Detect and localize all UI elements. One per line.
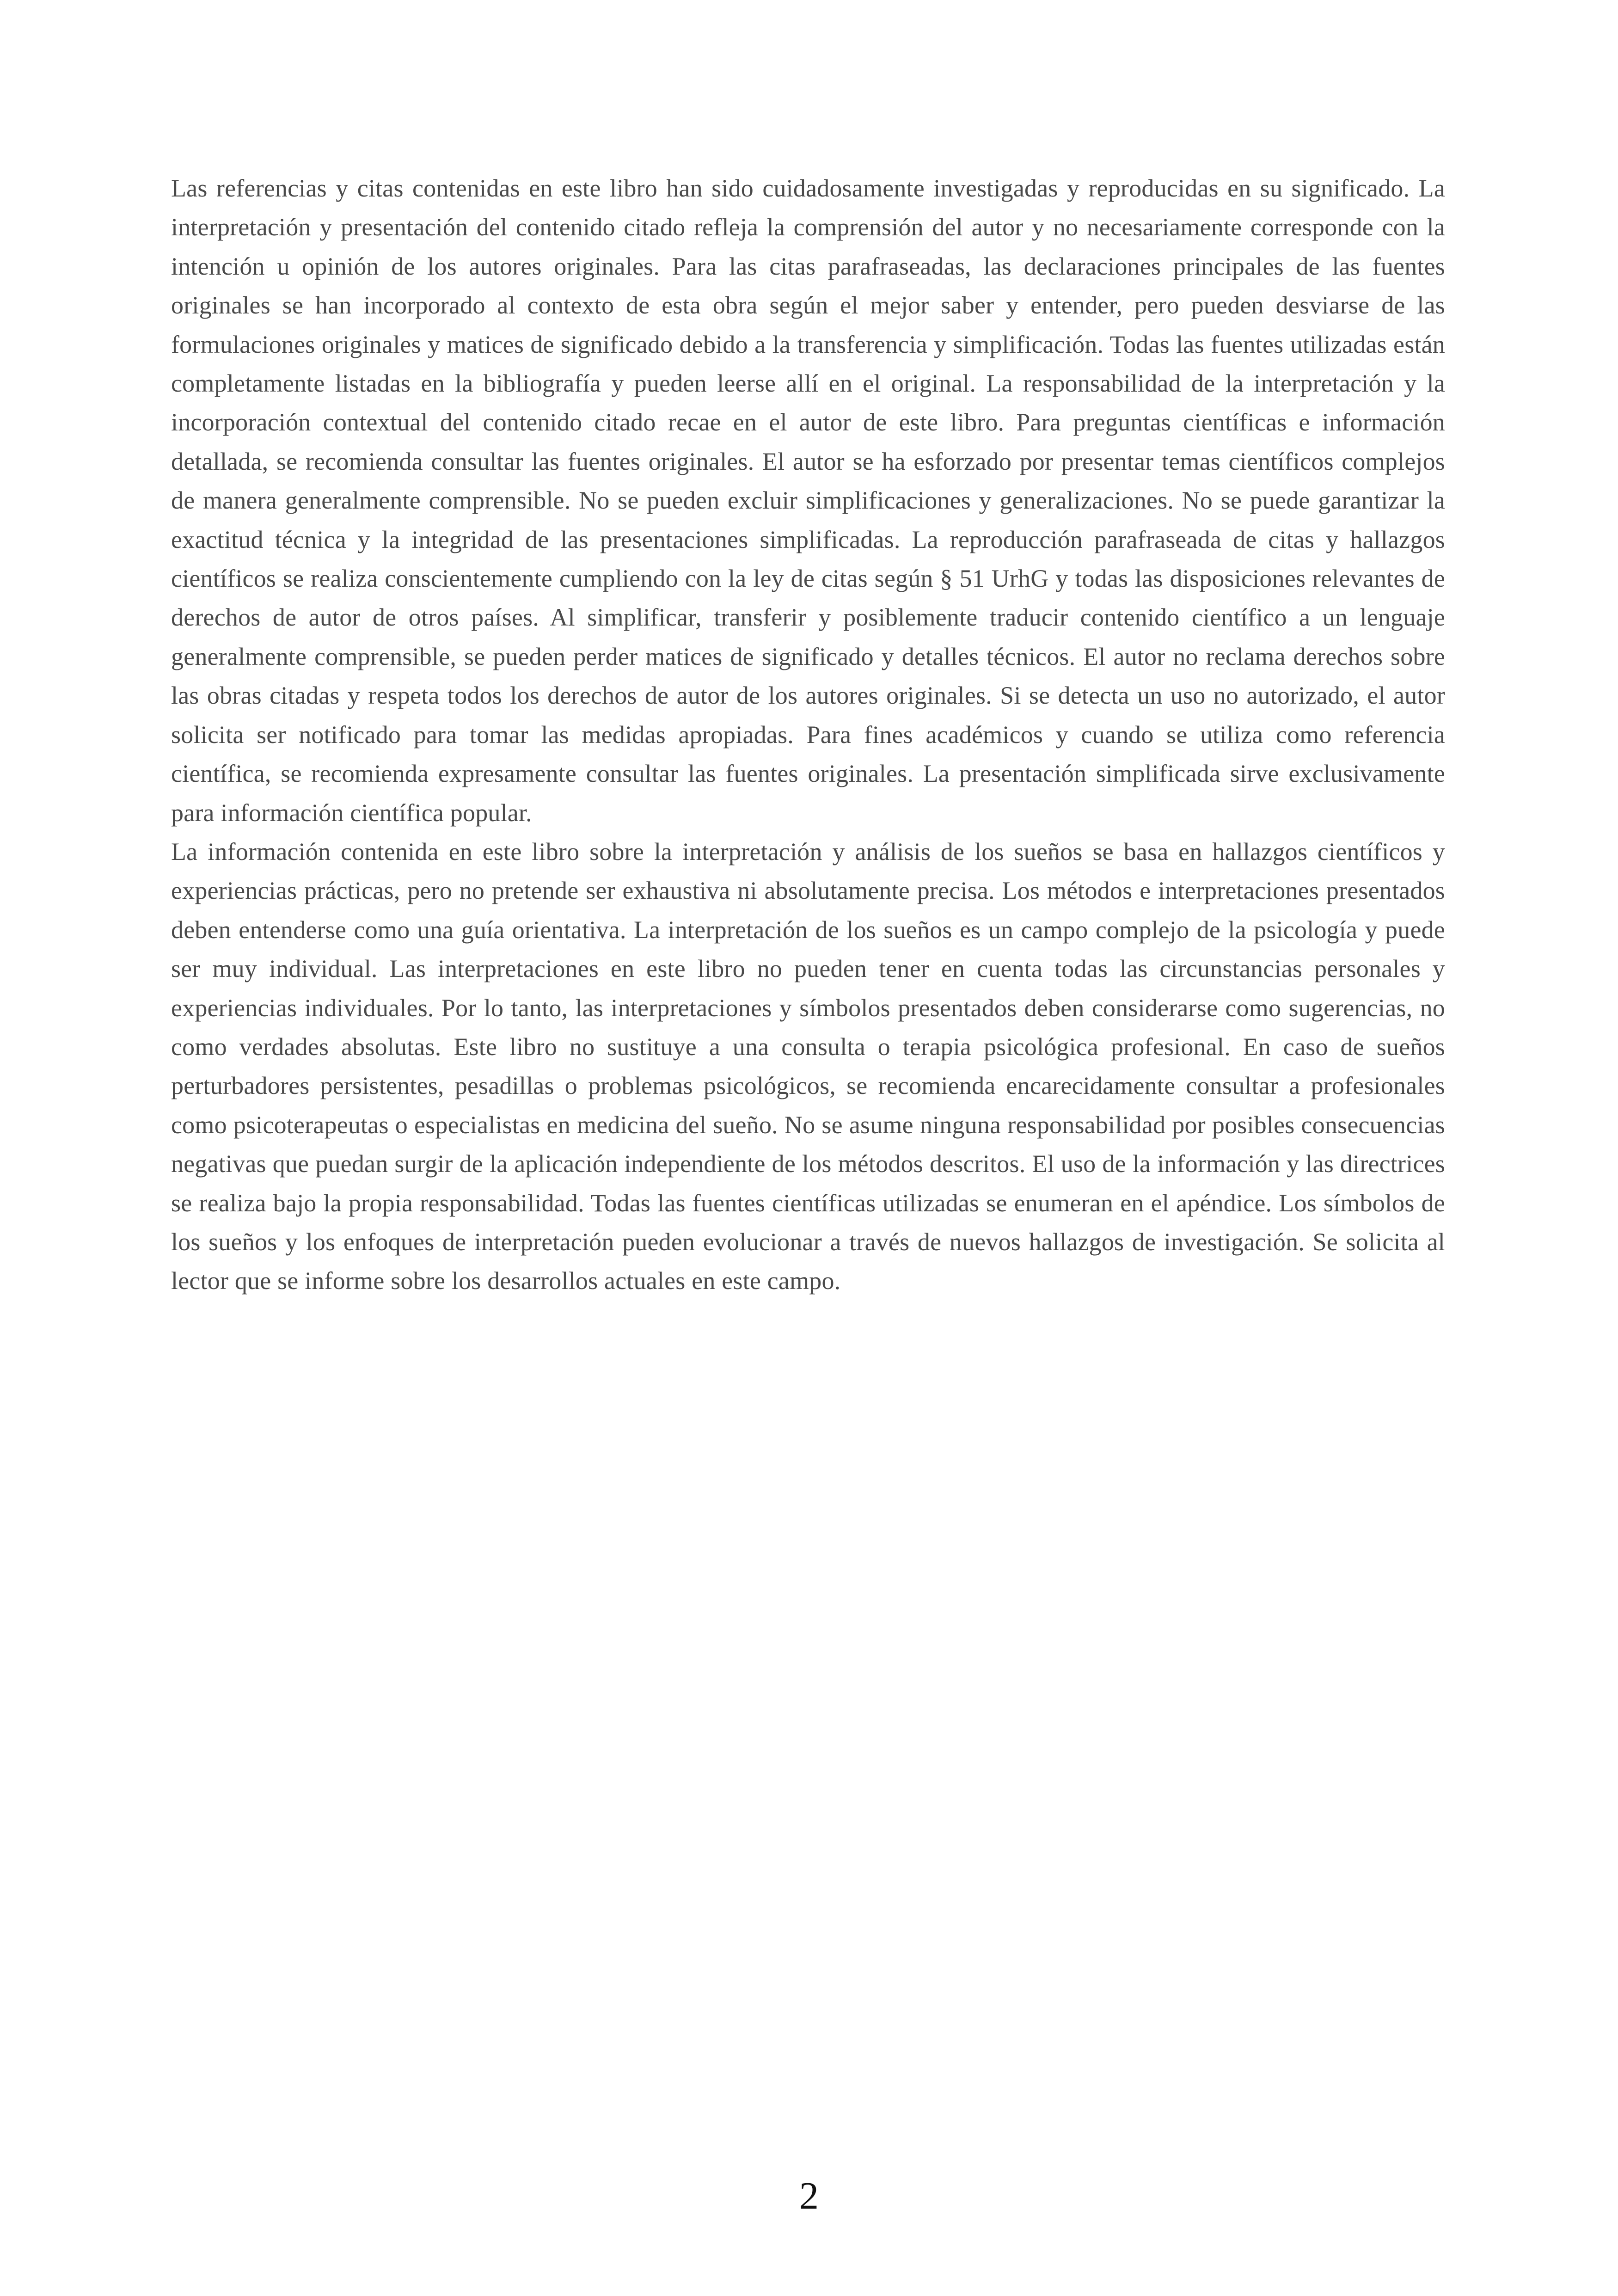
disclaimer-text-block	[171, 169, 1445, 1301]
page-number: 2	[799, 2174, 819, 2217]
paragraph-dream-interpretation-disclaimer: La información contenida en este libro sobre la interpretación y análisis de los sueños se basa en hallazgos científicos y experiencias prácticas, pero no pretende ser exhaustiva ni absolutamente precisa. Los métodos e interpretaciones presentados deben entenderse como una guía orientativa. La interpretación de los sueños es un campo complejo de la psicología y puede ser muy individual. Las interpretaciones en este libro no pueden tener en cuenta todas las circunstancias personales y experiencias individuales. Por lo tanto, las interpretaciones y símbolos presentados deben considerarse como sugerencias, no como verdades absolutas. Este libro no sustituye a una consulta o terapia psicológica profesional. En caso de sueños perturbadores persistentes, pesadillas o problemas psicológicos, se recomienda encarecidamente consultar a profesionales como psicoterapeutas o especialistas en medicina del sueño. No se asume ninguna responsabilidad por posibles consecuencias negativas que puedan surgir de la aplicación independiente de los métodos descritos. El uso de la información y las directrices se realiza bajo la propia responsabilidad. Todas las fuentes científicas utilizadas se enumeran en el apéndice. Los símbolos de los sueños y los enfoques de interpretación pueden evolucionar a través de nuevos hallazgos de investigación. Se solicita al lector que se informe sobre los desarrollos actuales en este campo.	[171, 837, 1445, 1295]
paragraph-citations-disclaimer: Las referencias y citas contenidas en este libro han sido cuidadosamente investigadas y reproducidas en su significado. La interpretación y presentación del contenido citado refleja la comprensión del autor y no necesariamente corresponde con la intención u opinión de los autores originales. Para las citas parafraseadas, las declaraciones principales de las fuentes originales se han incorporado al contexto de esta obra según el mejor saber y entender, pero pueden desviarse de las formulaciones originales y matices de significado debido a la transferencia y simplificación. Todas las fuentes utilizadas están completamente listadas en la bibliografía y pueden leerse allí en el original. La responsabilidad de la interpretación y la incorporación contextual del contenido citado recae en el autor de este libro. Para preguntas científicas e información detallada, se recomienda consultar las fuentes originales. El autor se ha esforzado por presentar temas científicos complejos de manera generalmente comprensible. No se pueden excluir simplificaciones y generalizaciones. No se puede garantizar la exactitud técnica y la integridad de las presentaciones simplificadas. La reproducción parafraseada de citas y hallazgos científicos se realiza conscientemente cumpliendo con la ley de citas según § 51 UrhG y todas las disposiciones relevantes de derechos de autor de otros países. Al simplificar, transferir y posiblemente traducir contenido científico a un lenguaje generalmente comprensible, se pueden perder matices de significado y detalles técnicos. El autor no reclama derechos sobre las obras citadas y respeta todos los derechos de autor de los autores originales. Si se detecta un uso no autorizado, el autor solicita ser notificado para tomar las medidas apropiadas. Para fines académicos y cuando se utiliza como referencia científica, se recomienda expresamente consultar las fuentes originales. La presentación simplificada sirve exclusivamente para información científica popular.	[171, 174, 1445, 827]
